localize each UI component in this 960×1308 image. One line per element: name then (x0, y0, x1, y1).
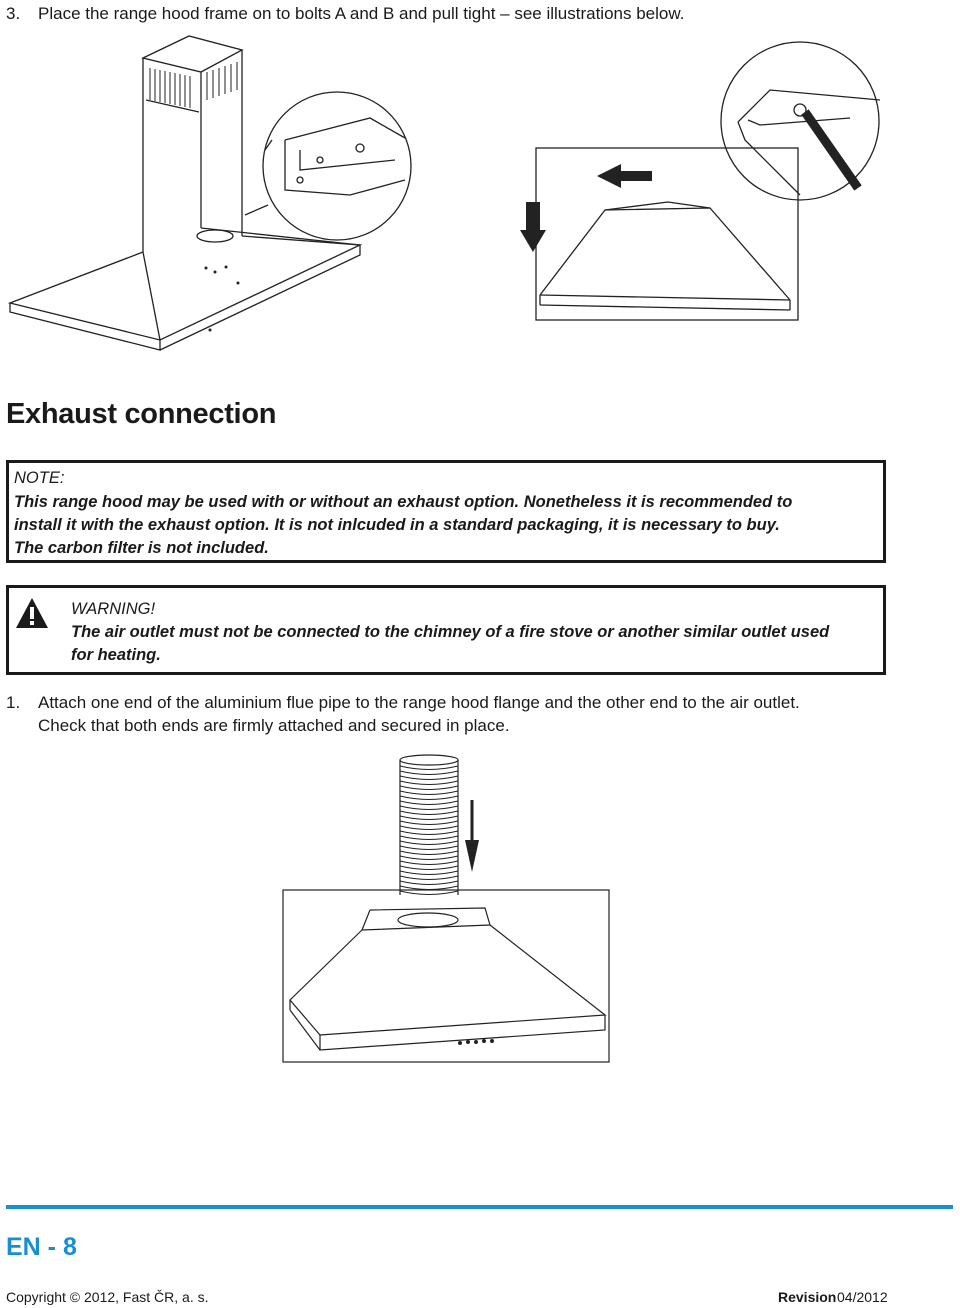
note-line-2: install it with the exhaust option. It is not inlcuded in a standard packaging, it is necessary to buy. (14, 516, 780, 534)
warning-line-2: for heating. (71, 646, 161, 664)
warning-label: WARNING! (71, 600, 156, 618)
revision-label: Revision (778, 1289, 837, 1305)
note-line-3: The carbon filter is not included. (14, 539, 269, 557)
step-3-number: 3. (6, 4, 21, 23)
footer-rule (6, 1205, 953, 1209)
step-1-line-2: Check that both ends are firmly attached and secured in place. (38, 716, 510, 735)
step-1-number: 1. (6, 693, 21, 712)
revision-value: 04/2012 (837, 1289, 888, 1305)
note-label: NOTE: (14, 469, 65, 487)
page-number: EN - 8 (6, 1233, 77, 1261)
note-line-1: This range hood may be used with or without an exhaust option. Nonetheless it is recommended to (14, 493, 793, 511)
step-3-text: Place the range hood frame on to bolts A and B and pull tight – see illustrations below. (38, 4, 685, 23)
warning-line-1: The air outlet must not be connected to the chimney of a fire stove or another similar outlet used (71, 623, 830, 641)
copyright: Copyright © 2012, Fast ČR, a. s. (6, 1289, 209, 1305)
section-title: Exhaust connection (6, 398, 277, 430)
pipe-down-arrow-icon (465, 840, 479, 872)
step-1-line-1: Attach one end of the aluminium flue pipe to the range hood flange and the other end to the air outlet. (38, 693, 800, 712)
